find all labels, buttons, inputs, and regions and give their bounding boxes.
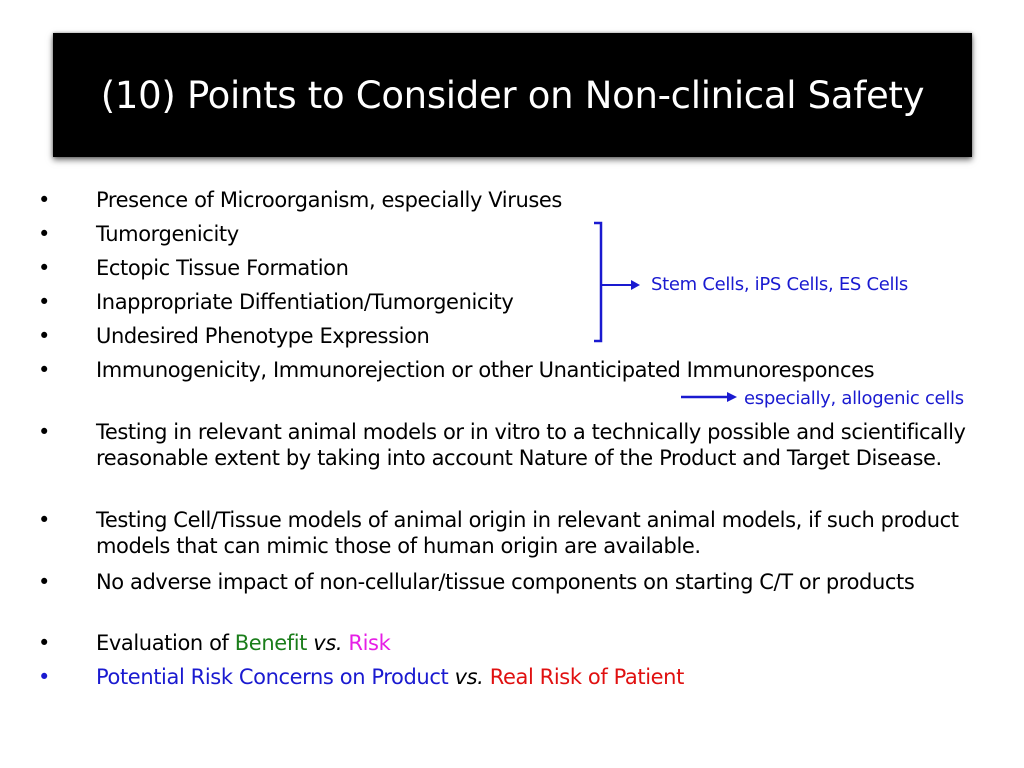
bullet-text: Testing Cell/Tissue models of animal origin in relevant animal models, if such product models that can mimic those of human origin are available.	[96, 508, 959, 558]
real-risk-text: Real Risk of Patient	[489, 665, 684, 689]
bullet-dot: •	[38, 631, 50, 655]
risk-text: Risk	[348, 631, 391, 655]
bullet-dot: •	[38, 222, 50, 246]
bullet-dot: •	[38, 324, 50, 348]
vs-text: vs.	[307, 631, 343, 655]
evaluation-text: Evaluation of	[96, 631, 235, 655]
bracket-arrow-head	[631, 280, 640, 290]
bullet-dot: •	[38, 665, 50, 689]
bullet-text: Testing in relevant animal models or in vitro to a technically possible and scientifically reasonable extent by taking into account Nature of the Product and Target Disease.	[96, 420, 966, 470]
slide-title: (10) Points to Consider on Non-clinical Safety	[100, 73, 925, 117]
potential-risk-text: Potential Risk Concerns on Product	[96, 665, 449, 689]
stem-cells-label: Stem Cells, iPS Cells, ES Cells	[651, 274, 908, 295]
bullet-text: Immunogenicity, Immunorejection or other Unanticipated Immunoresponces	[96, 358, 875, 382]
bullet-dot: •	[38, 358, 50, 382]
allogenic-label: especially, allogenic cells	[744, 388, 964, 409]
bullet-text: Ectopic Tissue Formation	[96, 256, 349, 280]
vs-text: vs.	[448, 665, 484, 689]
allogenic-arrow-head	[727, 392, 737, 402]
bullet-dot: •	[38, 508, 50, 532]
bullet-dot: •	[38, 290, 50, 314]
bracket-shape	[594, 223, 601, 341]
bullet-dot: •	[38, 570, 50, 594]
bullet-dot: •	[38, 188, 50, 212]
bullet-text: No adverse impact of non-cellular/tissue components on starting C/T or products	[96, 570, 915, 594]
bullet-text: Presence of Microorganism, especially Viruses	[96, 188, 562, 212]
bullet-dot: •	[38, 420, 50, 444]
bullet-dot: •	[38, 256, 50, 280]
bullet-text: Tumorgenicity	[96, 222, 239, 246]
benefit-text: Benefit	[234, 631, 308, 655]
bullet-text: Undesired Phenotype Expression	[96, 324, 430, 348]
bullet-text: Inappropriate Diffentiation/Tumorgenicity	[96, 290, 514, 314]
